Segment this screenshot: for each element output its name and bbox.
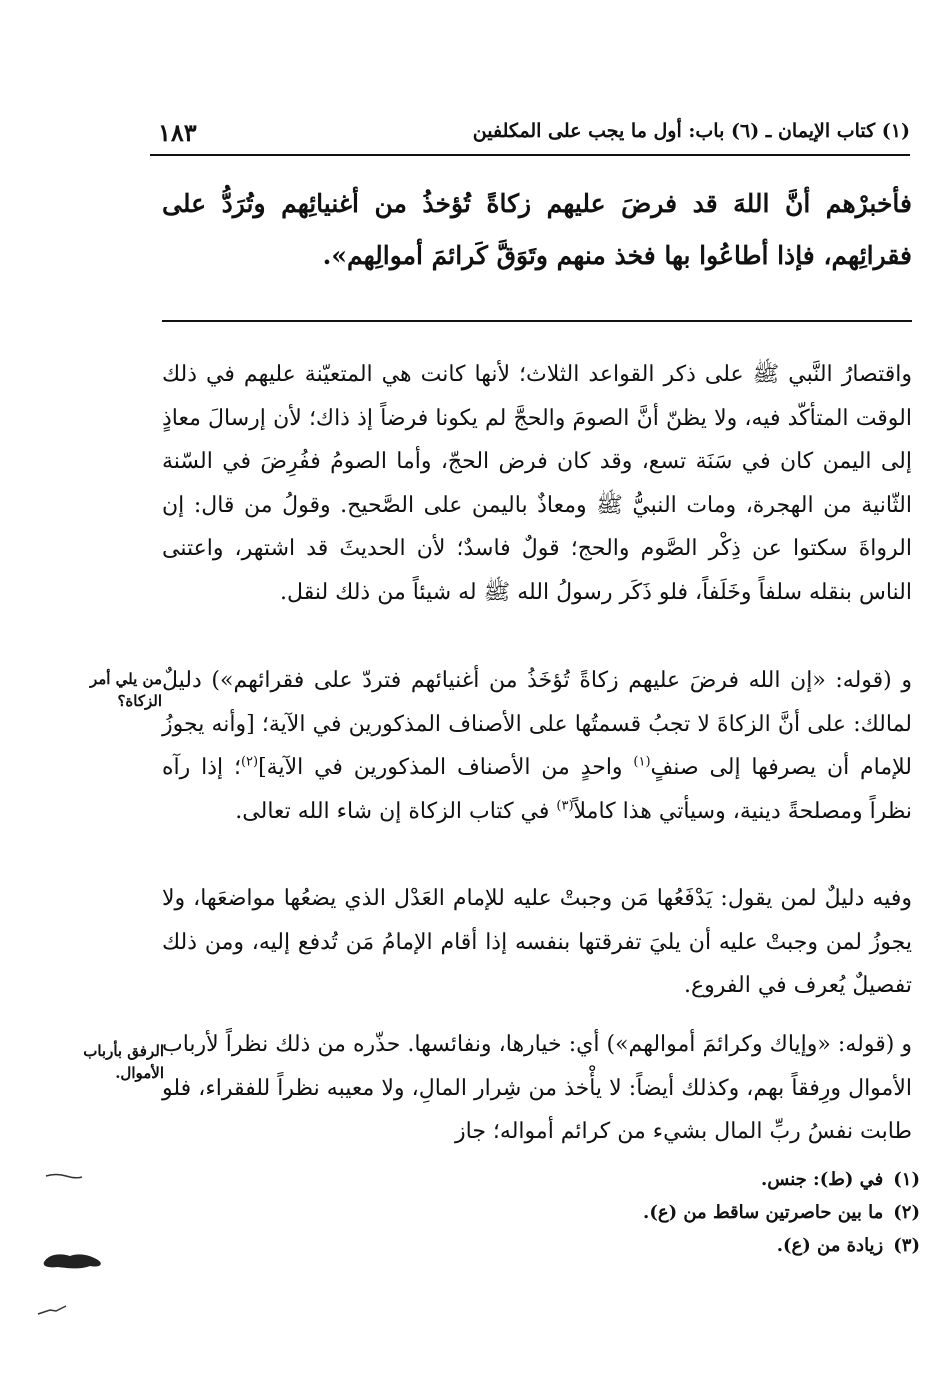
commentary-paragraph-2: [162, 659, 912, 833]
footnote-ref-2: (٢): [240, 754, 259, 770]
footnote-number: (٣): [893, 1235, 920, 1256]
page-number: ١٨٣: [158, 118, 197, 147]
footnote-2: [560, 1196, 920, 1229]
ink-blot-icon: [40, 1248, 110, 1272]
chapter-title: (١) كتاب الإيمان ـ (٦) باب: أول ما يجب على المكلفين: [472, 120, 910, 142]
margin-note-1: من يلي أمر الزكاة؟: [89, 670, 162, 710]
footnote-text: في (ط): جنس.: [761, 1169, 884, 1190]
separator-rule: [162, 320, 912, 322]
paragraph-2-part-b: واحدٍ من الأصناف المذكورين في الآية]: [258, 755, 634, 780]
footnote-ref-1: (١): [633, 754, 651, 770]
paragraph-2-part-d: في كتاب الزكاة إن شاء الله تعالى.: [235, 798, 557, 824]
footnote-number: (١): [893, 1169, 920, 1190]
paragraph-2-part-c: ؛ إذا رآه نظراً ومصلحةً دينية، وسيأتي هذا كاملاً: [162, 755, 912, 824]
scan-mark-icon: [44, 1170, 84, 1182]
footnote-text: زيادة من (ع).: [776, 1235, 884, 1256]
footnote-number: (٢): [893, 1202, 920, 1223]
scan-mark-icon: [36, 1302, 70, 1318]
footnote-1: [560, 1163, 920, 1196]
paragraph-2-part-a: و (قوله: «إن الله فرضَ عليهم زكاةً تُؤخَذُ من أغنيائهم فتردّ على فقرائهم») دليلٌ لمالك: على أنَّ الزكاةَ لا تجبُ قسمتُها على الأصناف المذكورين في الآية؛ [وأنه يجوزُ للإمام أن يصرفها إلى صنفٍ: [162, 668, 912, 780]
footnote-text: ما بين حاصرتين ساقط من (ع).: [643, 1202, 884, 1223]
running-header: [150, 118, 910, 156]
commentary-paragraph-4: و (قوله: «وإياك وكرائمَ أموالهم») أي: خيارها، ونفائسها. حذّره من ذلك نظراً لأرباب الأموال ورِفقاً بهم، وكذلك أيضاً: لا يأْخذ من شِرار المالِ، ولا معيبه نظراً للفقراء، فلو طابت نفسُ ربِّ المال بشيء من كرائم أمواله؛ جاز: [162, 1032, 912, 1144]
footnote-ref-3: (٣): [556, 798, 574, 814]
footnotes: [560, 1163, 920, 1262]
margin-note-2: الرفق بأرباب الأموال.: [83, 1042, 164, 1082]
commentary-paragraph-3: وفيه دليلٌ لمن يقول: يَدْفَعُها مَن وجبتْ عليه للإمام العَدْل الذي يضعُها مواضعَها، ولا يجوزُ لمن وجبتْ عليه أن يليَ تفرقتها بنفسه إذا أقام الإمامُ مَن تُدفع إليه، ومن ذلك تفصيلٌ يُعرف في الفروع.: [162, 886, 912, 998]
commentary-paragraph-1: واقتصارُ النَّبي ﷺ على ذكر القواعد الثلاث؛ لأنها كانت هي المتعيّنة عليهم في ذلك الوقت المتأكّد فيه، ولا يظنّ أنَّ الصومَ والحجَّ لم يكونا فرضاً إذ ذاك؛ لأن إرسالَ معاذٍ إلى اليمن كان في سَنَة تسع، وقد كان فرض الحجّ، وأما الصومُ ففُرِضَ في السّنة الثّانية من الهجرة، ومات النبيُّ ﷺ ومعاذٌ باليمن على الصَّحيح. وقولُ من قال: إن الرواةَ سكتوا عن ذِكْر الصَّوم والحج؛ قولٌ فاسدٌ؛ لأن الحديثَ قد اشتهر، واعتنى الناس بنقله سلفاً وخَلَفاً، فلو ذَكَر رسولُ الله ﷺ له شيئاً من ذلك لنقل.: [162, 362, 912, 605]
footnote-3: [560, 1229, 920, 1262]
hadith-text: فأخبرْهم أنَّ اللهَ قد فرضَ عليهم زكاةً تُؤخذُ من أغنيائِهم وتُرَدُّ على فقرائِهم، فإذا أطاعُوا بها فخذ منهم وتَوَقَّ كَرائمَ أموالِهم».: [162, 189, 912, 270]
